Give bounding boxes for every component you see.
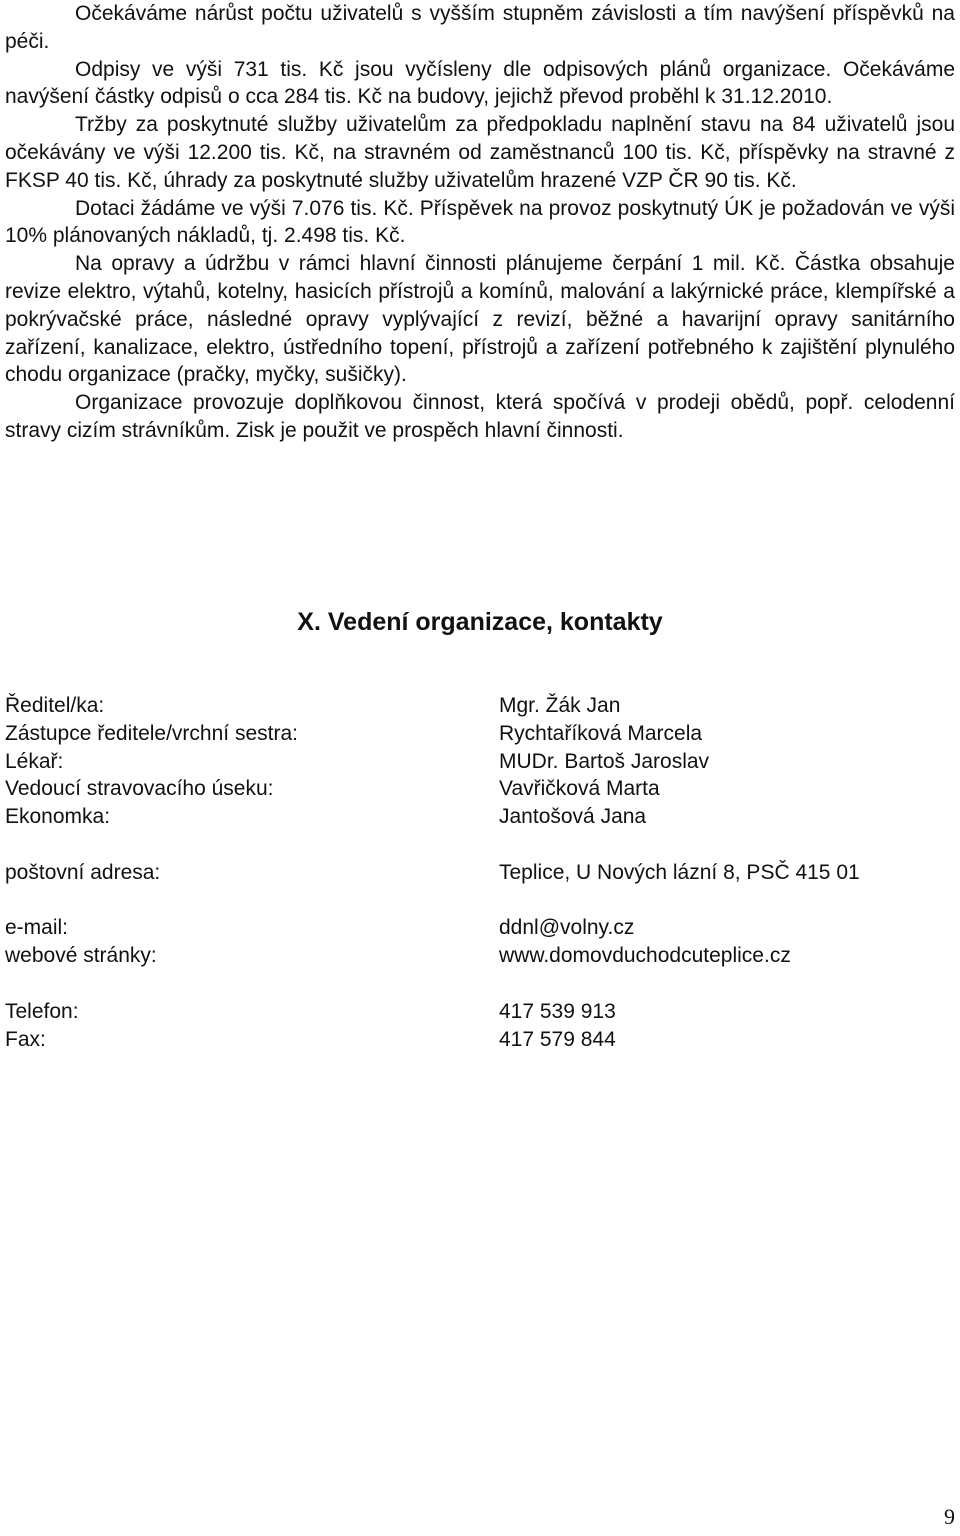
contact-label: Lékař: [5, 749, 64, 773]
contact-label: Zástupce ředitele/vrchní sestra: [5, 721, 298, 745]
contact-value: Jantošová Jana [499, 805, 647, 829]
contact-label: e-mail: [5, 916, 69, 940]
contact-row-deputy [5, 720, 955, 748]
contact-row-doctor [5, 748, 955, 776]
paragraph-subsidy: Dotaci žádáme ve výši 7.076 tis. Kč. Příspěvek na provoz poskytnutý ÚK je požadován ve výši 10% plánovaných nákladů, tj. 2.498 tis. Kč. [5, 196, 955, 248]
contact-value: www.domovduchodcuteplice.cz [499, 944, 791, 968]
contact-label: poštovní adresa: [5, 860, 161, 884]
contact-row-catering-head [5, 775, 955, 803]
paragraph-depreciation: Odpisy ve výši 731 tis. Kč jsou vyčísleny dle odpisových plánů organizace. Očekáváme navýšení částky odpisů o cca 284 tis. Kč na budovy, jejichž převod proběhl k 31.12.2010. [5, 57, 955, 109]
contact-label: Fax: [5, 1027, 46, 1051]
spacer [5, 970, 955, 998]
contact-row-fax [5, 1026, 955, 1054]
paragraph-additional-activity: Organizace provozuje doplňkovou činnost, která spočívá v prodeji obědů, popř. celodenní stravy cizím strávníkům. Zisk je použit ve prospěch hlavní činnosti. [5, 391, 955, 442]
body-text [5, 0, 955, 445]
contact-row-email [5, 914, 955, 942]
contact-label: Ředitel/ka: [5, 694, 105, 717]
contact-row-director [5, 692, 955, 720]
contacts-list [5, 692, 955, 1053]
contact-value: Rychtaříková Marcela [499, 721, 703, 745]
contact-label: Vedoucí stravovacího úseku: [5, 777, 274, 801]
contact-label: Telefon: [5, 999, 79, 1023]
spacer [5, 887, 955, 915]
contact-label: webové stránky: [5, 944, 157, 968]
spacer [5, 831, 955, 859]
contact-row-economist [5, 803, 955, 831]
contact-value: ddnl@volny.cz [499, 916, 635, 940]
paragraph-care-contributions: Očekáváme nárůst počtu uživatelů s vyšším stupněm závislosti a tím navýšení příspěvků na péči. [5, 2, 955, 53]
contact-row-postal-address [5, 859, 955, 887]
section-heading: X. Vedení organizace, kontakty [297, 608, 663, 636]
contact-value: 417 579 844 [499, 1027, 616, 1051]
contact-label: Ekonomka: [5, 805, 111, 829]
contact-value: 417 539 913 [499, 999, 616, 1023]
contact-row-phone [5, 998, 955, 1026]
contact-value: MUDr. Bartoš Jaroslav [499, 749, 710, 773]
contact-value: Teplice, U Nových lázní 8, PSČ 415 01 [499, 860, 860, 884]
paragraph-revenue: Tržby za poskytnuté služby uživatelům za předpokladu naplnění stavu na 84 uživatelů jsou očekávány ve výši 12.200 tis. Kč, na stravném od zaměstnanců 100 tis. Kč, příspěvky na stravné z FKSP 40 tis. Kč, úhrady za poskytnuté služby uživatelům hrazené VZP ČR 90 tis. Kč. [5, 113, 955, 192]
contact-value: Vavřičková Marta [499, 777, 660, 801]
contact-row-website [5, 942, 955, 970]
contact-value: Mgr. Žák Jan [499, 694, 621, 717]
page-number: 9 [944, 1504, 955, 1529]
paragraph-repairs: Na opravy a údržbu v rámci hlavní činnosti plánujeme čerpání 1 mil. Kč. Částka obsahuje revize elektro, výtahů, kotelny, hasicích přístrojů a komínů, malování a lakýrnické práce, klempířské a pokrývačské práce, následné opravy vyplývající z revizí, běžné a havarijní opravy sanitárního zařízení, kanalizace, elektro, ústředního topení, přístrojů a zařízení potřebného k zajištění plynulého chodu organizace (pračky, myčky, sušičky). [5, 252, 955, 387]
